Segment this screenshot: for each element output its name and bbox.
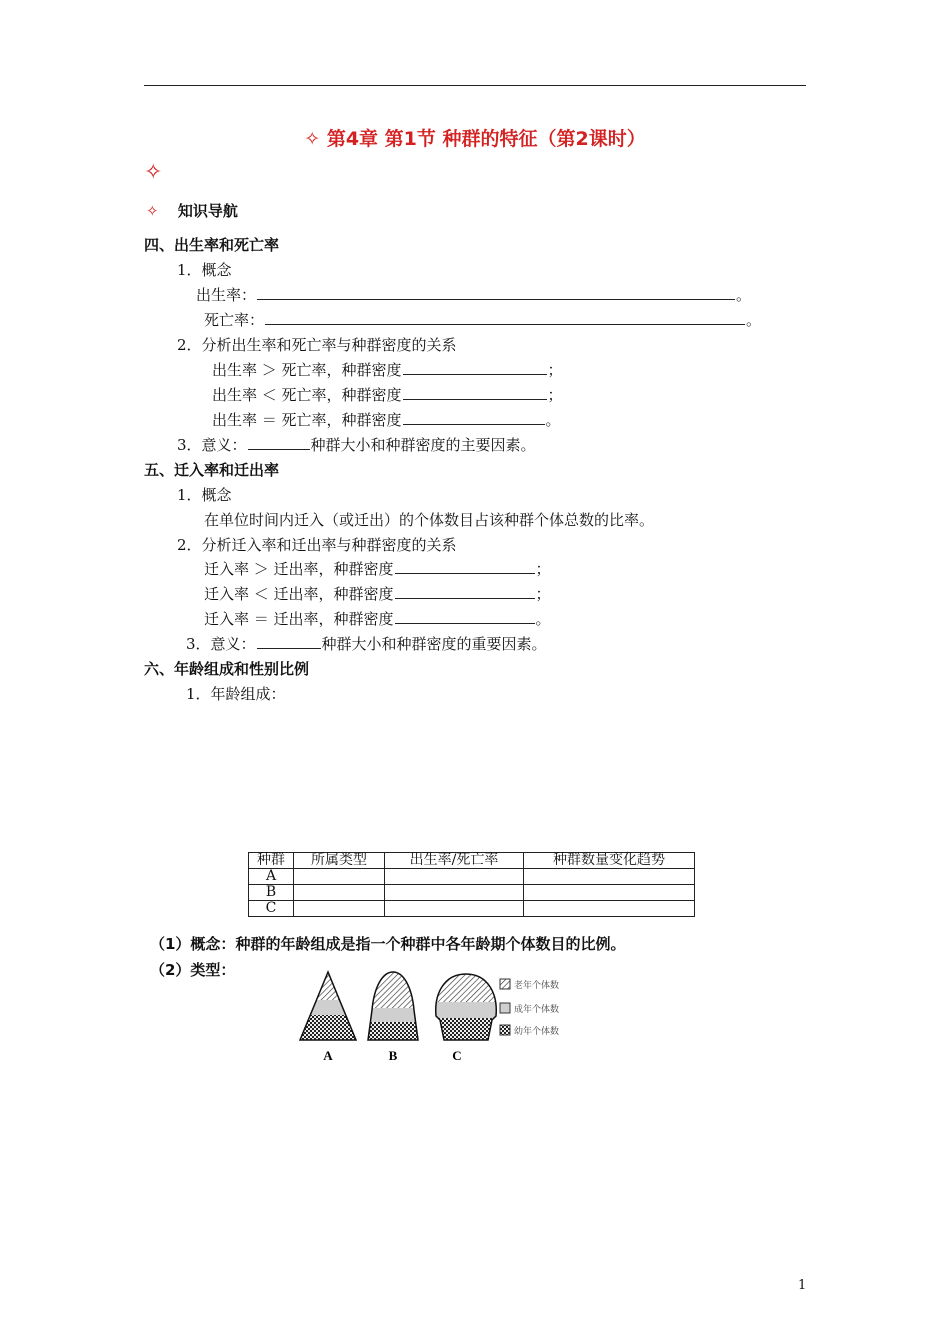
- sec5-rel2: [204, 583, 551, 604]
- birth-rate-blank[interactable]: [257, 285, 735, 300]
- star-icon: ✧: [144, 160, 163, 185]
- table-row: [249, 901, 695, 917]
- sec6-item1: 1．年龄组成：: [186, 685, 286, 703]
- legend-swatch: [500, 979, 510, 989]
- period: 。: [736, 286, 752, 304]
- table-header: 种群数量变化趋势: [524, 853, 695, 869]
- period: 。: [746, 311, 762, 329]
- sec5-item1: 1．概念: [177, 486, 232, 504]
- semicolon: ；: [547, 361, 563, 379]
- answer-blank[interactable]: [395, 584, 535, 599]
- legend-label: 成年个体数: [514, 1005, 560, 1015]
- semicolon: ；: [547, 386, 563, 404]
- semicolon: ；: [535, 585, 551, 603]
- item3-text: 种群大小和种群密度的重要因素。: [321, 635, 547, 653]
- table-cell[interactable]: [385, 869, 524, 885]
- answer-blank[interactable]: [403, 360, 547, 375]
- sec5-item3: [186, 633, 547, 654]
- nav-label: 知识导航: [177, 202, 238, 220]
- rel-text: 迁入率 ＝ 迁出率，种群密度: [204, 610, 394, 628]
- figure-legend: [500, 979, 559, 1037]
- death-rate-blank[interactable]: [265, 310, 745, 325]
- item3-label: 3．意义：: [177, 436, 247, 454]
- answer-blank[interactable]: [403, 385, 547, 400]
- table-header: 出生率/死亡率: [385, 853, 524, 869]
- answer-blank[interactable]: [248, 435, 310, 450]
- semicolon: ；: [535, 560, 551, 578]
- pyramid-a: [296, 968, 360, 1041]
- sec4-rel2: [212, 384, 563, 405]
- item3-text: 种群大小和种群密度的主要因素。: [310, 436, 536, 454]
- pyramid-label: B: [388, 1048, 398, 1063]
- item3-label: 3．意义：: [186, 635, 256, 653]
- section6-heading: 六、年龄组成和性别比例: [144, 660, 310, 678]
- section4-heading: 四、出生率和死亡率: [144, 236, 280, 254]
- sec4-item2: 2．分析出生率和死亡率与种群密度的关系: [177, 336, 457, 354]
- rel-text: 出生率 ＝ 死亡率，种群密度: [212, 411, 402, 429]
- page-number: 1: [798, 1278, 807, 1293]
- death-rate-label: 死亡率：: [204, 311, 265, 329]
- table-cell[interactable]: [524, 885, 695, 901]
- death-rate-row: [204, 309, 761, 330]
- table-header: 所属类型: [294, 853, 385, 869]
- header-rule: [144, 85, 806, 86]
- legend-swatch: [500, 1003, 510, 1013]
- table-header: 种群: [249, 853, 294, 869]
- page-title: ✧ 第4章 第1节 种群的特征（第2课时）: [304, 128, 646, 150]
- birth-rate-row: [196, 284, 751, 305]
- table-cell[interactable]: [294, 901, 385, 917]
- pyramid-c: [430, 968, 500, 1041]
- table-header-row: [249, 853, 695, 869]
- legend-swatch: [500, 1025, 510, 1035]
- star-icon: ✧: [146, 202, 159, 220]
- sec5-rel3: [204, 608, 551, 629]
- period: 。: [535, 610, 551, 628]
- table-cell: C: [249, 901, 294, 917]
- population-table: [248, 852, 695, 917]
- rel-text: 出生率 ＜ 死亡率，种群密度: [212, 386, 402, 404]
- table-cell[interactable]: [385, 885, 524, 901]
- sec4-item1: 1．概念: [177, 261, 232, 279]
- table-cell[interactable]: [385, 901, 524, 917]
- legend-label: 老年个体数: [514, 981, 560, 991]
- sec4-rel1: [212, 359, 563, 380]
- answer-blank[interactable]: [257, 634, 321, 649]
- birth-rate-label: 出生率：: [196, 286, 257, 304]
- table-cell[interactable]: [294, 869, 385, 885]
- pyramid-b: [364, 968, 422, 1041]
- legend-label: 幼年个体数: [514, 1027, 560, 1037]
- answer-blank[interactable]: [395, 609, 535, 624]
- rel-text: 出生率 ＞ 死亡率，种群密度: [212, 361, 402, 379]
- period: 。: [545, 411, 561, 429]
- sec4-rel3: [212, 409, 561, 430]
- rel-text: 迁入率 ＞ 迁出率，种群密度: [204, 560, 394, 578]
- table-cell: B: [249, 885, 294, 901]
- answer-blank[interactable]: [403, 410, 545, 425]
- sec5-rel1: [204, 558, 551, 579]
- table-cell[interactable]: [294, 885, 385, 901]
- sec4-item3: [177, 434, 536, 455]
- table-row: [249, 885, 695, 901]
- pyramid-label: A: [323, 1048, 333, 1063]
- pyramid-label: C: [452, 1048, 462, 1063]
- table-cell[interactable]: [524, 869, 695, 885]
- section5-heading: 五、迁入率和迁出率: [144, 461, 280, 479]
- rel-text: 迁入率 ＜ 迁出率，种群密度: [204, 585, 394, 603]
- table-cell[interactable]: [524, 901, 695, 917]
- sec5-definition: 在单位时间内迁入（或迁出）的个体数目占该种群个体总数的比率。: [204, 511, 655, 529]
- age-pyramid-figure: [296, 968, 586, 1070]
- sec5-item2: 2．分析迁入率和迁出率与种群密度的关系: [177, 536, 457, 554]
- age-structure-concept: （1）概念：种群的年龄组成是指一个种群中各年龄期个体数目的比例。: [150, 935, 626, 953]
- table-row: [249, 869, 695, 885]
- answer-blank[interactable]: [395, 559, 535, 574]
- age-structure-types: （2）类型：: [150, 961, 236, 979]
- nav-row: [146, 200, 238, 221]
- table-cell: A: [249, 869, 294, 885]
